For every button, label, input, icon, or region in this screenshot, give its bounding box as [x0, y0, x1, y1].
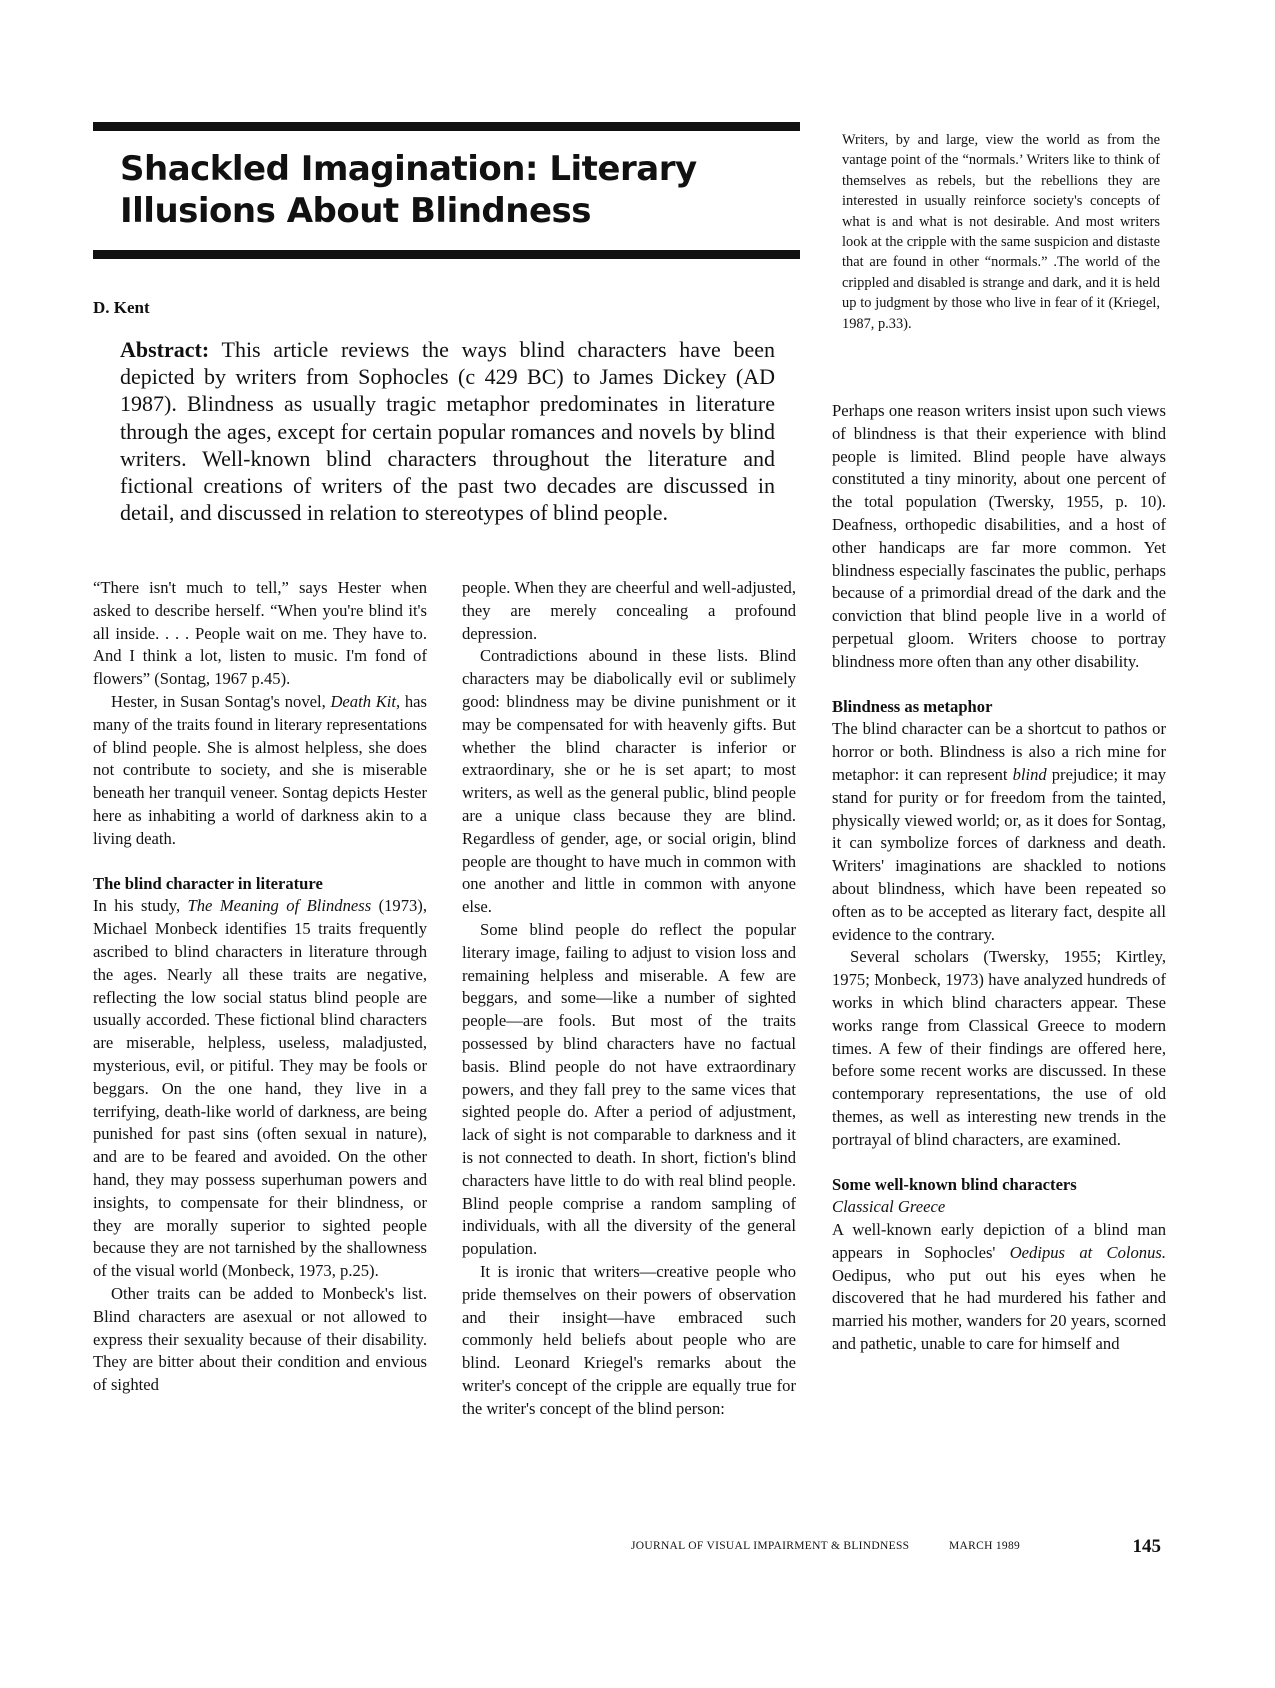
paragraph-continued: people. When they are cheerful and well-adjusted, they are merely concealing a profound depression.: [462, 578, 796, 643]
paragraph-text: The blind character can be a shortcut to pathos or horror or both. Blindness is also a rich mine for metaphor: it can represent: [832, 719, 1166, 784]
book-title: The Meaning of Blindness: [187, 896, 372, 916]
section-heading-metaphor: Blindness as metaphor: [832, 696, 993, 716]
paragraph-text: Oedipus, who put out his eyes when he discovered that he had murdered his father and married his mother, wanders for 20 years, scorned and pathetic, unable to care for himself and: [832, 1265, 1166, 1354]
block-quote-kriegel: Writers, by and large, view the world as from the vantage point of the “normals.’ Writers like to think of themselves as rebels, but the rebellions they are interested in usually reinforce society's concepts of what is and what is not desirable. And most writers look at the cripple with the same suspicion and distaste that are found in other “normals.” .The world of the crippled and disabled is strange and dark, and it is held up to judgment by those who live in fear of it (Kriegel, 1987, p.33).: [842, 132, 1160, 332]
paragraph-metaphor: [832, 718, 1166, 946]
paragraph-text: (1973), Michael Monbeck identifies 15 traits frequently ascribed to blind characters in literature through the ages. Nearly all these traits are negative, reflecting the low social status blind people are usually accorded. These fictional blind characters are miserable, helpless, useless, maladjusted, mysterious, evil, or pitiful. They may be fools or beggars. On the one hand, they live in a terrifying, death-like world of darkness, are being punished for past sins (often sexual in nature), and are to be feared and avoided. On the other hand, they may possess superhuman powers and insights, to compensate for their blindness, or they are morally superior to sighted people because they are not tarnished by the shallowness of the visual world (Monbeck, 1973, p.25).: [93, 896, 427, 1281]
page-number: 145: [1132, 1536, 1161, 1557]
paragraph-oedipus: [832, 1219, 1166, 1356]
play-title: Oedipus at Colonus.: [1009, 1242, 1166, 1262]
title-line-1: Shackled Imagination: Literary: [120, 149, 697, 189]
paragraph-opening-quote: “There isn't much to tell,” says Hester when asked to describe herself. “When you're blind it's all inside. . . . People wait on me. They have to. And I think a lot, listen to music. I'm fond of flowers” (Sontag, 1967 p.45).: [93, 578, 427, 689]
paragraph-perhaps: Perhaps one reason writers insist upon such views of blindness is that their experience with blind people is limited. Blind people have always constituted a tiny minority, about one percent of the total population (Twersky, 1955, p. 10). Deafness, orthopedic disabilities, and a host of other handicaps are far more common. Yet blindness especially fascinates the public, perhaps because of a primordial dread of the dark and the conviction that blind people live in a world of perpetual gloom. Writers choose to portray blindness more often than any other disability.: [832, 401, 1166, 671]
paragraph-text: A well-known early depiction of a blind man appears in Sophocles': [832, 1220, 1166, 1262]
paragraph-monbeck: [93, 895, 427, 1283]
section-heading-blind-character: The blind character in literature: [93, 873, 323, 893]
abstract-label: Abstract:: [120, 337, 210, 362]
paragraph-scholars: Several scholars (Twersky, 1955; Kirtley, 1975; Monbeck, 1973) have analyzed hundreds of works in which blind characters appear. These works range from Classical Greece to modern times. A few of their findings are offered here, before some recent works are discussed. In these contemporary representations, the use of old themes, as well as interesting new trends in the portrayal of blind characters, are examined.: [832, 947, 1166, 1149]
footer-journal-name: JOURNAL OF VISUAL IMPAIRMENT & BLINDNESS: [631, 1540, 910, 1552]
footer-issue-date: MARCH 1989: [949, 1540, 1021, 1552]
paragraph-contradictions: Contradictions abound in these lists. Blind characters may be diabolically evil or sublimely good: blindness may be divine punishment or it may be compensated for with heavenly gifts. But whether the blind character is inferior or extraordinary, she or he is set apart; to most writers, as well as the general public, blind people are a unique class because they are blind. Regardless of gender, age, or social origin, blind people are thought to have much in common with one another and little in common with anyone else.: [462, 646, 796, 917]
emphasis: blind: [1012, 764, 1047, 784]
abstract-text: This article reviews the ways blind characters have been depicted by writers from Sophocles (c 429 BC) to James Dickey (AD 1987). Blindness as usually tragic metaphor predominates in literature through the ages, except for certain popular romances and novels by blind writers. Well-known blind characters throughout the literature and fictional creations of writers of the past two decades are discussed in detail, and discussed in relation to stereotypes of blind people.: [120, 337, 775, 526]
title-rule-bottom: [93, 250, 800, 259]
paragraph-hester: [93, 691, 427, 851]
paragraph-some-blind-people: Some blind people do reflect the popular literary image, failing to adjust to vision loss and remaining helpless and miserable. A few are beggars, and some—like a number of sighted people—are fools. But most of the traits possessed by blind characters have no factual basis. Blind people do not have extraordinary powers, and they fall prey to the same vices that sighted people do. After a period of adjustment, lack of sight is not comparable to darkness and it is not connected to death. In short, fiction's blind characters have little to do with real blind people. Blind people comprise a random sampling of individuals, with all the diversity of the general population.: [462, 919, 796, 1259]
article-title: [120, 148, 760, 232]
column-right: [832, 400, 1166, 1356]
column-left: [93, 577, 427, 1397]
author-name: D. Kent: [93, 298, 150, 317]
paragraph-text: Hester, in Susan Sontag's novel,: [111, 691, 331, 711]
paragraph-text: In his study,: [93, 896, 188, 916]
paragraph-ironic: It is ironic that writers—creative people who pride themselves on their powers of observation and their insight—have embraced such commonly held beliefs about people who are blind. Leonard Kriegel's remarks about the writer's concept of the cripple are equally true for the writer's concept of the blind person:: [462, 1261, 796, 1418]
paragraph-other-traits: Other traits can be added to Monbeck's list. Blind characters are asexual or not allowed to express their sexuality because of their disability. They are bitter about their condition and envious of sighted: [93, 1283, 427, 1395]
column-middle: [462, 577, 796, 1420]
section-heading-well-known: Some well-known blind characters: [832, 1174, 1077, 1194]
subheading-classical-greece: Classical Greece: [832, 1197, 946, 1217]
abstract: [120, 336, 775, 526]
book-title: Death Kit,: [330, 691, 401, 711]
paragraph-text: prejudice; it may stand for purity or for freedom from the tainted, physically viewed world; or, as it does for Sontag, it can symbolize forces of darkness and death. Writers' imaginations are shackled to notions about blindness, which have been repeated so often as to be accepted as literary fact, despite all evidence to the contrary.: [832, 764, 1166, 944]
title-line-2: Illusions About Blindness: [120, 191, 592, 231]
paragraph-text: has many of the traits found in literary representations of blind people. She is almost helpless, she does not contribute to society, and she is miserable beneath her tranquil veneer. Sontag depicts Hester here as inhabiting a world of darkness akin to a living death.: [93, 691, 427, 848]
title-rule-top: [93, 122, 800, 131]
